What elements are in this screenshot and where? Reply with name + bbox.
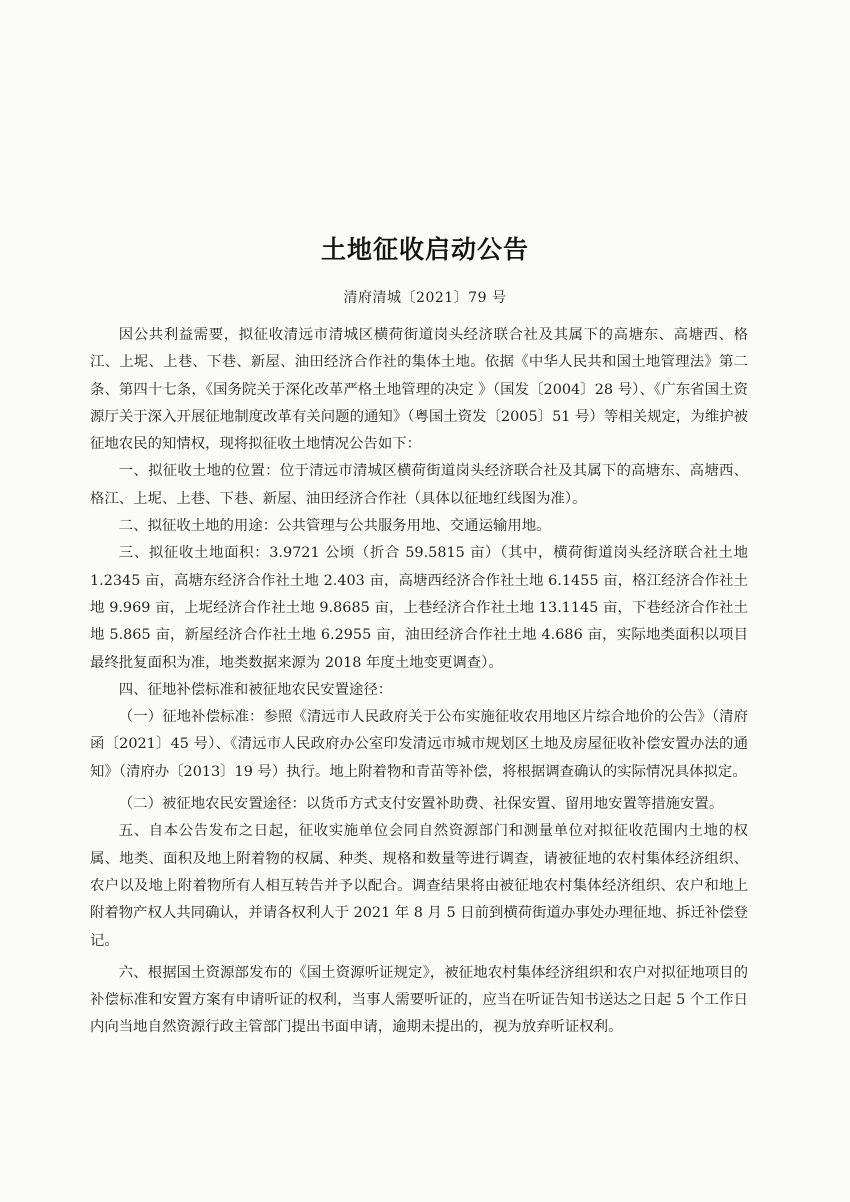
paragraph-investigation: 五、自本公告发布之日起，征收实施单位会同自然资源部门和测量单位对拟征收范围内土地的权属、地类、面积及地上附着物的权属、种类、规格和数量等进行调查，请被征地的农村集体经济组织、农户以及地上附着物所有人相互转告并予以配合。调查结果将由被征地农村集体经济组织、农户和地上附着物产权人共同确认，并请各权利人于 2021 年 8 月 5 日前到横荷街道办事处办理征地、拆迁补偿登记。 (90, 823, 749, 949)
document-number: 清府清城〔2021〕79 号 (343, 290, 507, 306)
paragraph-location: 一、拟征收土地的位置：位于清远市清城区横荷街道岗头经济联合社及其属下的高塘东、高塘西、格江、上坭、上巷、下巷、新屋、油田经济合作社（具体以征地红线图为准）。 (90, 463, 748, 507)
paragraph-hearing: 六、根据国土资源部发布的《国土资源听证规定》，被征地农村集体经济组织和农户对拟征地项目的补偿标准和安置方案有申请听证的权利，当事人需要听证的，应当在听证告知书送达之日起 5 个工作日内向当地自然资源行政主管部门提出书面申请，逾期未提出的，视为放弃听证权利。 (90, 964, 748, 1036)
paragraph-intro: 因公共利益需要，拟征收清远市清城区横荷街道岗头经济联合社及其属下的高塘东、高塘西、格江、上坭、上巷、下巷、新屋、油田经济合作社的集体土地。依据《中华人民共和国土地管理法》第二条、第四十七条，《国务院关于深化改革严格土地管理的决定 》（国发〔2004〕28 号）、《广东省国土资源厅关于深入开展征地制度改革有关问题的通知》（粤国土资发〔2005〕51 号）等相关规定，为维护被征地农民的知情权，现将拟征收土地情况公告如下： (90, 327, 748, 453)
paragraph-usage: 二、拟征收土地的用途：公共管理与公共服务用地、交通运输用地。 (118, 518, 551, 535)
document-body (90, 322, 748, 1042)
page-title: 土地征收启动公告 (320, 235, 529, 264)
paragraph-resettlement: （二）被征地农民安置途径：以货币方式支付安置补助费、社保安置、留用地安置等措施安置。 (118, 796, 724, 813)
paragraph-compensation-standard: （一）征地补偿标准：参照《清远市人民政府关于公布实施征收农用地区片综合地价的公告》（清府函〔2021〕45 号）、《清远市人民政府办公室印发清远市城市规划区土地及房屋征收补偿安置办法的通知》（清府办〔2013〕19 号）执行。地上附着物和青苗等补偿，将根据调查确认的实际情况具体拟定。 (90, 709, 748, 780)
paragraph-area: 三、拟征收土地面积：3.9721 公顷（折合 59.5815 亩）（其中，横荷街道岗头经济联合社土地 1.2345 亩，高塘东经济合作社土地 2.403 亩，高塘西经济合作社土地 6.1455 亩，格江经济合作社土地 9.969 亩，上坭经济合作社土地 9.8685 亩，上巷经济合作社土地 13.1145 亩，下巷经济合作社土地 5.865 亩，新屋经济合作社土地 6.2955 亩，油田经济合作社土地 4.686 亩，实际地类面积以项目最终批复面积为准，地类数据来源为 2018 年度土地变更调查）。 (90, 545, 748, 671)
paragraph-compensation-heading: 四、征地补偿标准和被征地农民安置途径： (118, 681, 393, 698)
